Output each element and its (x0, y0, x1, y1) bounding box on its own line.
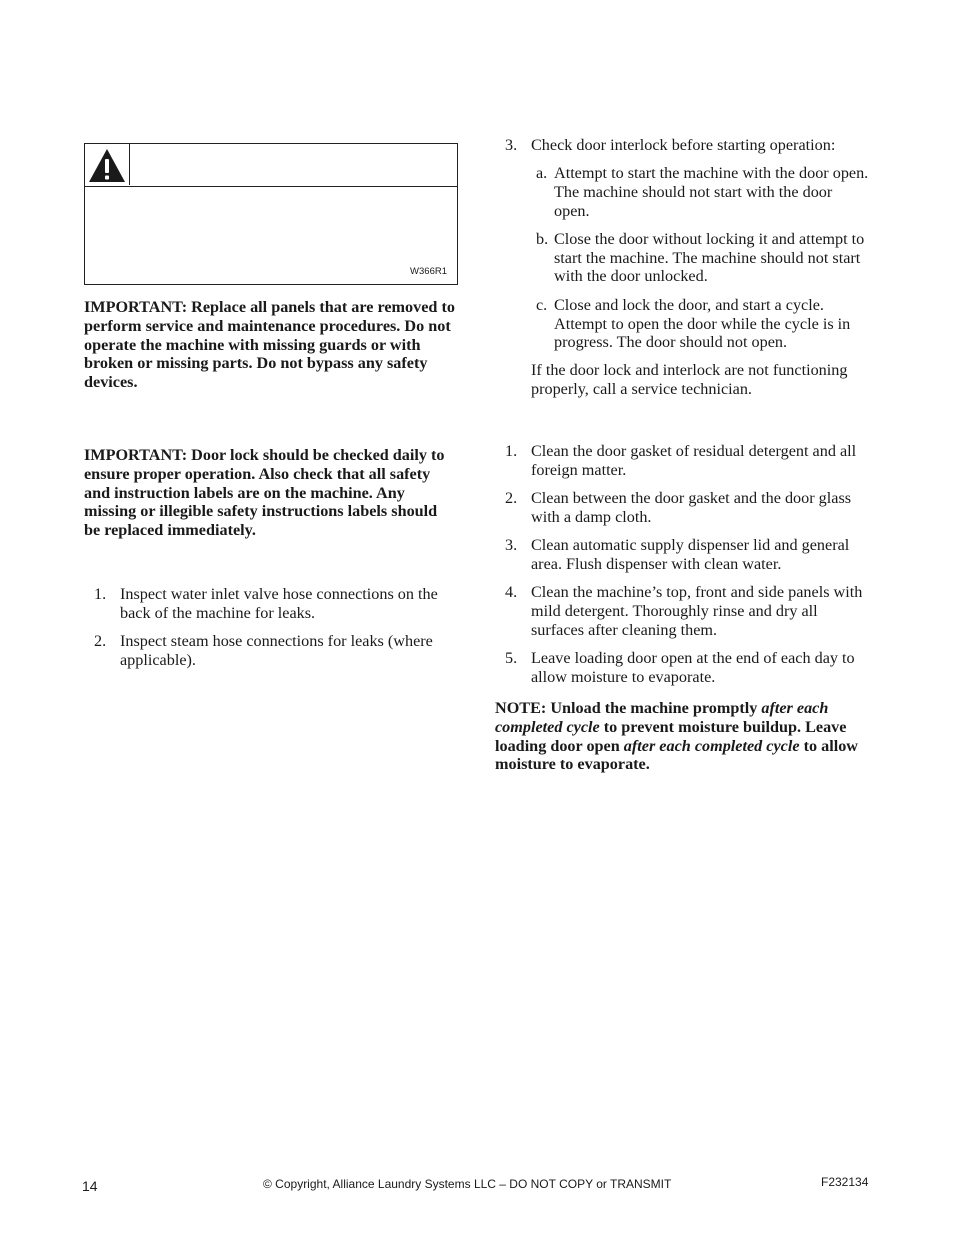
list-item-text: Inspect water inlet valve hose connections on the back of the machine for leaks. (120, 585, 438, 622)
list-item-number: 3. (505, 536, 518, 555)
warning-triangle-icon (88, 148, 126, 183)
list-item-number: 1. (505, 442, 518, 460)
moisture-note-part: to allow moisture to evaporate. (495, 736, 858, 774)
cleaning-list (495, 442, 871, 696)
warning-code: W366R1 (410, 266, 447, 277)
inspect-list (84, 585, 460, 679)
warning-icon-cell (85, 144, 130, 185)
list-item-text: Check door interlock before starting operation: (531, 136, 836, 154)
list-item-number: 4. (505, 583, 518, 602)
sub-list-item-text: Close and lock the door, and start a cycle. Attempt to open the door while the cycle is in progress. The door should not open. (554, 295, 851, 352)
list-item-number: 1. (94, 585, 107, 603)
moisture-note (495, 699, 871, 774)
list-item (495, 536, 871, 574)
sub-list-item (531, 230, 871, 286)
sub-list-item (531, 296, 871, 352)
important-door-lock-note: IMPORTANT: Door lock should be checked daily to ensure proper operation. Also check that all safety and instruction labels are on the machine. Any missing or illegible safety instructions labels should be replaced immediately. (84, 446, 445, 540)
interlock-check-list (495, 136, 871, 164)
list-item (495, 649, 871, 687)
important-panels-note: IMPORTANT: Replace all panels that are removed to perform service and maintenance procedures. Do not operate the machine with missing guards or with broken or missing parts. Do not bypass any safety devices. (84, 298, 455, 392)
warning-header (85, 144, 457, 187)
list-item (495, 583, 871, 639)
interlock-sub-list (531, 164, 871, 362)
moisture-note-part: to prevent moisture buildup. Leave loading door open (495, 717, 847, 755)
sub-list-item-letter: a. (536, 164, 548, 182)
sub-list-item-letter: b. (536, 229, 549, 248)
sub-list-item-text: Attempt to start the machine with the door open. The machine should not start with the door open. (554, 164, 869, 220)
page-number: 14 (82, 1178, 98, 1194)
list-item (495, 136, 871, 155)
list-item-text: Leave loading door open at the end of each day to allow moisture to evaporate. (531, 649, 855, 686)
list-item-text: Clean the door gasket of residual detergent and all foreign matter. (531, 442, 857, 479)
list-item (84, 632, 460, 670)
list-item-number: 5. (505, 649, 518, 668)
moisture-note-emphasis: after each completed cycle (623, 736, 800, 755)
moisture-note-part: NOTE: Unload the machine promptly (495, 699, 762, 717)
copyright-notice: © Copyright, Alliance Laundry Systems LLC – DO NOT COPY or TRANSMIT (263, 1177, 672, 1191)
list-item-text: Clean automatic supply dispenser lid and general area. Flush dispenser with clean water. (531, 536, 850, 573)
moisture-note-emphasis: after each completed cycle (495, 699, 829, 736)
document-code: F232134 (821, 1175, 869, 1189)
list-item-text: Clean between the door gasket and the door glass with a damp cloth. (531, 489, 852, 526)
list-item-number: 3. (505, 136, 518, 154)
list-item (84, 585, 460, 623)
sub-list-item-text: Close the door without locking it and attempt to start the machine. The machine should not start with the door unlocked. (554, 229, 865, 286)
list-item (495, 489, 871, 527)
list-item (495, 442, 871, 480)
interlock-note: If the door lock and interlock are not functioning properly, call a service technician. (531, 361, 848, 398)
list-item-text: Clean the machine’s top, front and side panels with mild detergent. Thoroughly rinse and dry all surfaces after cleaning them. (531, 583, 863, 639)
list-item-number: 2. (94, 632, 107, 651)
sub-list-item (531, 164, 871, 220)
warning-box (84, 143, 458, 285)
list-item-text: Inspect steam hose connections for leaks (where applicable). (120, 632, 433, 669)
sub-list-item-letter: c. (536, 295, 548, 314)
list-item-number: 2. (505, 489, 518, 508)
